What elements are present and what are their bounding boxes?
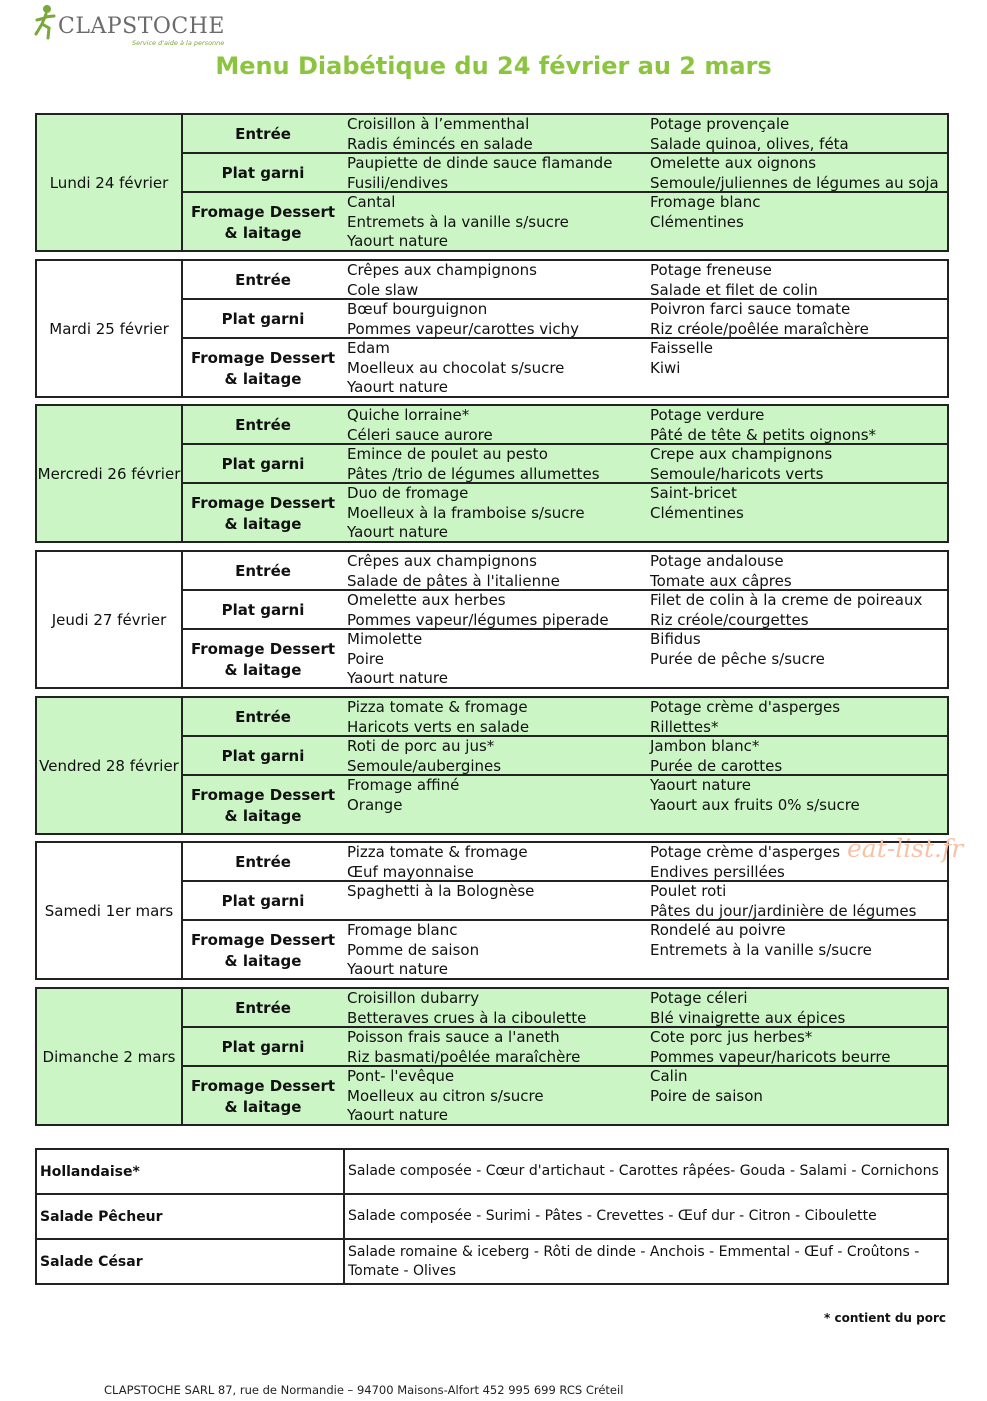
dish-item: Potage crème d'asperges	[650, 843, 841, 861]
menu-option-b	[646, 445, 947, 482]
day-block	[35, 550, 949, 689]
menu-option-b	[646, 1067, 947, 1126]
dish-item: Omelette aux herbes	[347, 591, 506, 609]
dish-item: Roti de porc au jus*	[347, 737, 495, 755]
dish-item: Pommes vapeur/carottes vichy	[347, 319, 579, 337]
dish-item: Pâté de tête & petits oignons*	[650, 425, 877, 443]
dish-item: Yaourt nature	[650, 776, 751, 794]
dish-item: Fromage affiné	[347, 776, 460, 794]
menu-option-b	[646, 484, 947, 543]
dish-item: Rillettes*	[650, 717, 719, 735]
meal-category-label: Fromage Dessert & laitage	[190, 349, 336, 389]
meal-row-plat	[183, 154, 947, 193]
dish-item: Orange	[347, 795, 403, 814]
menu-option-b	[646, 552, 947, 589]
dish-item: Pizza tomate & fromage	[347, 843, 528, 861]
meal-row-plat	[183, 737, 947, 776]
page-title: Menu Diabétique du 24 février au 2 mars	[215, 52, 772, 80]
dish-item: Bœuf bourguignon	[347, 300, 488, 318]
running-figure-icon	[32, 4, 60, 40]
dish-item: Potage céleri	[650, 989, 748, 1007]
dish-item: Potage provençale	[650, 115, 790, 133]
meal-row-entree	[183, 843, 947, 882]
menu-option-b	[646, 882, 947, 919]
meal-row-plat	[183, 591, 947, 630]
menu-option-a	[343, 193, 646, 252]
dish-item: Pâtes /trio de légumes allumettes	[347, 464, 600, 482]
dish-item: Riz basmati/poêlée maraîchère	[347, 1047, 581, 1065]
menu-option-a	[343, 261, 646, 298]
dish-item: Bifidus	[650, 630, 701, 648]
dish-item: Edam	[347, 339, 390, 357]
dish-item: Œuf mayonnaise	[347, 862, 474, 880]
meal-row-plat	[183, 445, 947, 484]
dish-item: Emince de poulet au pesto	[347, 445, 548, 463]
company-logo	[32, 2, 242, 48]
menu-option-a	[343, 843, 646, 880]
day-block	[35, 259, 949, 398]
menu-option-a	[343, 406, 646, 443]
meal-category-label: Fromage Dessert & laitage	[190, 785, 336, 825]
day-name: Mercredi 26 février	[37, 406, 183, 541]
dish-item: Fromage blanc	[347, 921, 458, 939]
menu-option-b	[646, 989, 947, 1026]
day-name: Lundi 24 février	[37, 115, 183, 250]
meal-category-label: Plat garni	[221, 892, 305, 910]
dish-item: Haricots verts en salade	[347, 717, 530, 735]
menu-option-a	[343, 552, 646, 589]
menu-option-a	[343, 300, 646, 337]
meal-category-label: Entrée	[235, 999, 291, 1017]
dish-item: Salade de pâtes à l'italienne	[347, 571, 560, 589]
menu-option-a	[343, 339, 646, 398]
menu-option-a	[343, 776, 646, 833]
meal-row-plat	[183, 1028, 947, 1067]
meal-row-entree	[183, 406, 947, 445]
salad-row	[36, 1239, 948, 1284]
meal-row-fromage	[183, 339, 947, 398]
day-block	[35, 113, 949, 252]
salad-ingredients: Salade composée - Surimi - Pâtes - Crevettes - Œuf dur - Citron - Ciboulette	[344, 1194, 948, 1239]
dish-item: Moelleux au chocolat s/sucre	[347, 358, 565, 377]
day-name: Jeudi 27 février	[37, 552, 183, 687]
dish-item: Potage verdure	[650, 406, 765, 424]
dish-item: Endives persillées	[650, 862, 785, 880]
menu-option-a	[343, 737, 646, 774]
salad-row	[36, 1194, 948, 1239]
salads-table	[35, 1148, 949, 1285]
menu-option-b	[646, 300, 947, 337]
dish-item: Jambon blanc*	[650, 737, 760, 755]
watermark: eat-list.fr	[847, 834, 964, 863]
meal-category-label: Plat garni	[221, 1038, 305, 1056]
menu-option-a	[343, 921, 646, 980]
dish-item: Crepe aux champignons	[650, 445, 833, 463]
menu-option-b	[646, 630, 947, 689]
dish-item: Pommes vapeur/haricots beurre	[650, 1047, 891, 1065]
dish-item: Filet de colin à la creme de poireaux	[650, 591, 923, 609]
meal-category-label: Plat garni	[221, 164, 305, 182]
meal-row-entree	[183, 698, 947, 737]
meal-row-fromage	[183, 630, 947, 689]
menu-option-a	[343, 698, 646, 735]
meal-category-label: Plat garni	[221, 601, 305, 619]
meal-row-entree	[183, 261, 947, 300]
dish-item: Calin	[650, 1067, 688, 1085]
dish-item: Saint-bricet	[650, 484, 737, 502]
menu-option-b	[646, 737, 947, 774]
menu-option-a	[343, 1067, 646, 1126]
day-name: Vendred 28 février	[37, 698, 183, 833]
company-footer: CLAPSTOCHE SARL 87, rue de Normandie – 94700 Maisons-Alfort 452 995 699 RCS Créteil	[104, 1383, 624, 1397]
salad-name: Hollandaise*	[36, 1149, 344, 1194]
dish-item: Croisillon dubarry	[347, 989, 480, 1007]
dish-item: Spaghetti à la Bolognèse	[347, 882, 535, 900]
dish-item: Fromage blanc	[650, 193, 761, 211]
dish-item: Semoule/haricots verts	[650, 464, 824, 482]
menu-option-a	[343, 882, 646, 919]
meal-category-label: Fromage Dessert & laitage	[190, 203, 336, 243]
dish-item: Faisselle	[650, 339, 714, 357]
dish-item: Moelleux au citron s/sucre	[347, 1086, 544, 1105]
dish-item: Yaourt nature	[347, 523, 448, 541]
menu-option-b	[646, 921, 947, 980]
meal-row-fromage	[183, 484, 947, 543]
dish-item: Poire de saison	[650, 1086, 763, 1105]
dish-item: Céleri sauce aurore	[347, 425, 493, 443]
meal-row-entree	[183, 552, 947, 591]
dish-item: Moelleux à la framboise s/sucre	[347, 503, 585, 522]
dish-item: Yaourt nature	[347, 232, 448, 250]
dish-item: Yaourt nature	[347, 669, 448, 687]
dish-item: Kiwi	[650, 358, 681, 377]
dish-item: Betteraves crues à la ciboulette	[347, 1008, 587, 1026]
meal-category-label: Fromage Dessert & laitage	[190, 1077, 336, 1117]
dish-item: Pâtes du jour/jardinière de légumes	[650, 901, 917, 919]
meal-row-entree	[183, 115, 947, 154]
meal-row-fromage	[183, 776, 947, 833]
pork-footnote: * contient du porc	[824, 1311, 946, 1325]
meal-row-entree	[183, 989, 947, 1028]
dish-item: Cote porc jus herbes*	[650, 1028, 813, 1046]
logo-wordmark: CLAPSTOCHE	[58, 14, 225, 39]
dish-item: Radis émincés en salade	[347, 134, 533, 152]
menu-option-b	[646, 154, 947, 191]
menu-option-b	[646, 261, 947, 298]
dish-item: Crêpes aux champignons	[347, 552, 537, 570]
menu-option-b	[646, 339, 947, 398]
salad-name: Salade César	[36, 1239, 344, 1284]
menu-option-b	[646, 591, 947, 628]
dish-item: Cole slaw	[347, 280, 419, 298]
dish-item: Entremets à la vanille s/sucre	[650, 940, 872, 959]
meal-row-fromage	[183, 921, 947, 980]
meal-category-label: Fromage Dessert & laitage	[190, 640, 336, 680]
dish-item: Poivron farci sauce tomate	[650, 300, 851, 318]
dish-item: Potage freneuse	[650, 261, 772, 279]
day-name: Dimanche 2 mars	[37, 989, 183, 1124]
salad-name: Salade Pêcheur	[36, 1194, 344, 1239]
menu-option-a	[343, 989, 646, 1026]
dish-item: Pont- l'evêque	[347, 1067, 455, 1085]
meal-category-label: Entrée	[235, 853, 291, 871]
day-block	[35, 841, 949, 980]
dish-item: Croisillon à l’emmenthal	[347, 115, 530, 133]
menu-option-a	[343, 591, 646, 628]
dish-item: Pizza tomate & fromage	[347, 698, 528, 716]
dish-item: Riz créole/courgettes	[650, 610, 809, 628]
meal-category-label: Plat garni	[221, 455, 305, 473]
meal-category-label: Fromage Dessert & laitage	[190, 931, 336, 971]
day-name: Mardi 25 février	[37, 261, 183, 396]
dish-item: Yaourt nature	[347, 378, 448, 396]
menu-option-a	[343, 1028, 646, 1065]
dish-item: Purée de pêche s/sucre	[650, 649, 825, 668]
meal-row-fromage	[183, 193, 947, 252]
meal-category-label: Entrée	[235, 708, 291, 726]
meal-row-plat	[183, 882, 947, 921]
dish-item: Omelette aux oignons	[650, 154, 817, 172]
meal-category-label: Plat garni	[221, 310, 305, 328]
dish-item: Salade quinoa, olives, féta	[650, 134, 849, 152]
dish-item: Clémentines	[650, 212, 744, 231]
dish-item: Crêpes aux champignons	[347, 261, 537, 279]
menu-option-a	[343, 154, 646, 191]
dish-item: Cantal	[347, 193, 396, 211]
dish-item: Semoule/juliennes de légumes au soja	[650, 173, 939, 191]
menu-option-b	[646, 1028, 947, 1065]
salad-ingredients: Salade composée - Cœur d'artichaut - Carottes râpées- Gouda - Salami - Cornichons	[344, 1149, 948, 1194]
menu-option-b	[646, 776, 947, 833]
meal-category-label: Fromage Dessert & laitage	[190, 494, 336, 534]
dish-item: Poulet roti	[650, 882, 727, 900]
dish-item: Yaourt nature	[347, 960, 448, 978]
dish-item: Rondelé au poivre	[650, 921, 786, 939]
dish-item: Quiche lorraine*	[347, 406, 470, 424]
dish-item: Blé vinaigrette aux épices	[650, 1008, 846, 1026]
meal-category-label: Entrée	[235, 416, 291, 434]
dish-item: Fusili/endives	[347, 173, 449, 191]
dish-item: Semoule/aubergines	[347, 756, 502, 774]
meal-category-label: Entrée	[235, 125, 291, 143]
dish-item: Duo de fromage	[347, 484, 469, 502]
day-block	[35, 696, 949, 835]
menu-option-b	[646, 406, 947, 443]
salad-ingredients: Salade romaine & iceberg - Rôti de dinde - Anchois - Emmental - Œuf - Croûtons - Tomate - Olives	[344, 1239, 948, 1284]
dish-item: Riz créole/poêlée maraîchère	[650, 319, 869, 337]
meal-category-label: Entrée	[235, 562, 291, 580]
dish-item: Salade et filet de colin	[650, 280, 818, 298]
dish-item: Potage andalouse	[650, 552, 784, 570]
menu-option-b	[646, 193, 947, 252]
dish-item: Potage crème d'asperges	[650, 698, 841, 716]
dish-item: Entremets à la vanille s/sucre	[347, 212, 569, 231]
dish-item: Poire	[347, 649, 384, 668]
menu-option-b	[646, 115, 947, 152]
dish-item: Tomate aux câpres	[650, 571, 792, 589]
salad-row	[36, 1149, 948, 1194]
meal-row-plat	[183, 300, 947, 339]
menu-option-b	[646, 698, 947, 735]
dish-item: Clémentines	[650, 503, 744, 522]
meal-category-label: Entrée	[235, 271, 291, 289]
dish-item: Yaourt nature	[347, 1106, 448, 1124]
logo-tagline: Service d'aide à la personne	[132, 39, 225, 47]
dish-item: Poisson frais sauce a l'aneth	[347, 1028, 560, 1046]
meal-category-label: Plat garni	[221, 747, 305, 765]
dish-item: Pomme de saison	[347, 940, 480, 959]
menu-option-a	[343, 484, 646, 543]
dish-item: Yaourt aux fruits 0% s/sucre	[650, 795, 860, 814]
day-block	[35, 404, 949, 543]
dish-item: Pommes vapeur/légumes piperade	[347, 610, 609, 628]
dish-item: Mimolette	[347, 630, 423, 648]
day-name: Samedi 1er mars	[37, 843, 183, 978]
menu-option-a	[343, 630, 646, 689]
meal-row-fromage	[183, 1067, 947, 1126]
menu-option-a	[343, 115, 646, 152]
day-block	[35, 987, 949, 1126]
dish-item: Paupiette de dinde sauce flamande	[347, 154, 613, 172]
menu-option-a	[343, 445, 646, 482]
dish-item: Purée de carottes	[650, 756, 783, 774]
